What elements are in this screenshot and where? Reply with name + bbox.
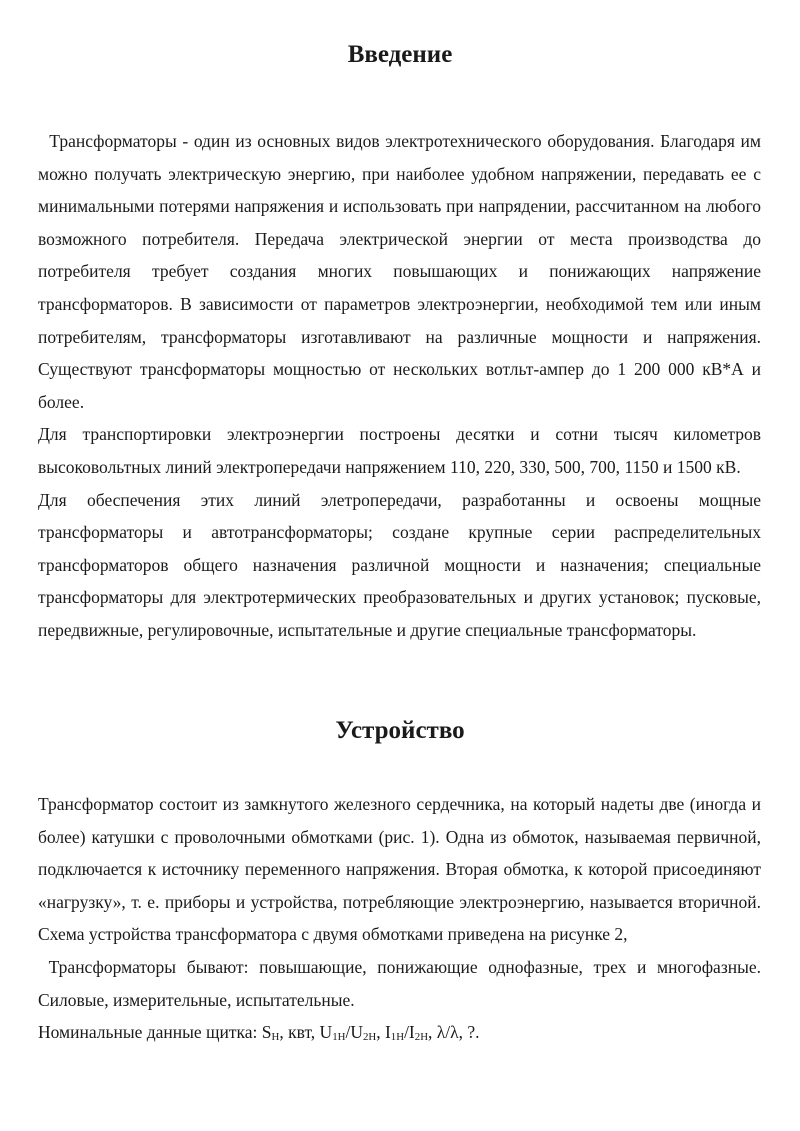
section-title-device: Устройство xyxy=(335,717,465,744)
rating-text: /I xyxy=(404,1022,415,1043)
subscript: 2Н xyxy=(414,1031,429,1044)
rating-prefix: Номинальные данные щитка: S xyxy=(38,1022,272,1043)
rating-text: , I xyxy=(376,1022,391,1043)
paragraph: Трансформаторы бывают: повышающие, понижающие однофазные, трех и многофазные. Силовые, измерительные, испытательные. xyxy=(38,956,766,1010)
rating-text: , квт, U xyxy=(279,1022,333,1043)
subscript: Н xyxy=(271,1031,280,1044)
rating-line xyxy=(38,1016,761,1049)
paragraph: Трансформатор состоит из замкнутого железного сердечника, на который надеты две (иногда и более) катушки с проволочными обмотками (рис. 1). Одна из обмоток, называемая первичной, подключается к источнику переменного напряжения. Вторая обмотка, к которой присоединяют «нагрузку», т. е. приборы и устройства, потребляющие электроэнергию, называется вторичной. Схема устройства трансформатора с двумя обмотками приведена на рисунке 2, xyxy=(38,794,761,945)
rating-text: , λ/λ, ?. xyxy=(428,1022,480,1043)
device-body xyxy=(38,788,766,1049)
subscript: 2Н xyxy=(362,1031,377,1044)
rating-text: /U xyxy=(345,1022,363,1043)
paragraph: Трансформаторы - один из основных видов электротехнического оборудования. Благодаря им можно получать электрическую энергию, при наиболее удобном напряжении, передавать ее с минимальными потерями напряжения и использовать при напрядении, рассчитанном на любого возможного потребителя. Передача электрической энергии от места производства до потребителя требует создания многих повышающих и понижающих напряжение трансформаторов. В зависимости от параметров электроэнергии, необходимой тем или иным потребителям, трансформаторы изготавливают на различные мощности и напряжения. Существуют трансформаторы мощностью от нескольких вотльт-ампер до 1 200 000 кВ*А и более. xyxy=(38,131,766,412)
section-title-introduction: Введение xyxy=(347,41,453,68)
paragraph: Для транспортировки электроэнергии построены десятки и сотни тысяч километров высоковольтных линий электропередачи напряжением 110, 220, 330, 500, 700, 1150 и 1500 кВ. xyxy=(38,424,761,477)
subscript: 1Н xyxy=(332,1031,346,1044)
introduction-body xyxy=(38,125,766,647)
paragraph: Для обеспечения этих линий элетропередачи, разработанны и освоены мощные трансформаторы и автотрансформаторы; создане крупные серии распределительных трансформаторов общего назначения различной мощности и назначения; специальные трансформаторы для электротермических преобразовательных и других установок; пусковые, передвижные, регулировочные, испытательные и другие специальные трансформаторы. xyxy=(38,489,761,640)
subscript: 1Н xyxy=(390,1031,405,1044)
